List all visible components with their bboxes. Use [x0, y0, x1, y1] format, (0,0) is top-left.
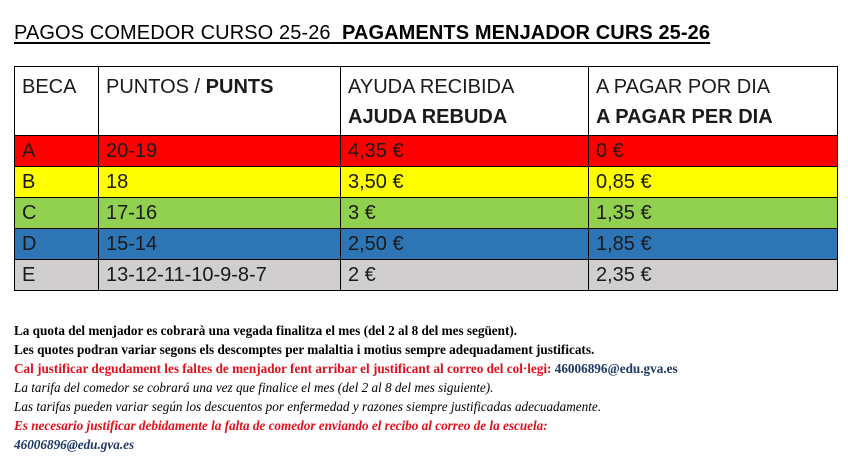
cell-pagar: 1,85 € [589, 229, 838, 260]
table-header-row [15, 67, 838, 136]
header-beca: BECA [15, 67, 99, 136]
title-spanish: PAGOS COMEDOR CURSO 25-26 [14, 22, 331, 44]
header-a-pagar: A PAGAR POR DIA A PAGAR PER DIA [589, 67, 838, 136]
cell-puntos: 20-19 [99, 136, 341, 167]
table-row [15, 260, 838, 291]
cell-beca: E [15, 260, 99, 291]
cell-beca: D [15, 229, 99, 260]
cell-pagar: 1,35 € [589, 198, 838, 229]
cell-beca: B [15, 167, 99, 198]
cell-ayuda: 2,50 € [341, 229, 589, 260]
cell-puntos: 15-14 [99, 229, 341, 260]
notes-block [14, 321, 842, 454]
title-catalan: PAGAMENTS MENJADOR CURS 25-26 [341, 22, 711, 44]
cell-ayuda: 3 € [341, 198, 589, 229]
note-es-3: Es necesario justificar debidamente la falta de comedor enviando el recibo al correo de la escuela: [14, 418, 548, 433]
fees-table [14, 66, 838, 291]
header-ayuda: AYUDA RECIBIDA AJUDA REBUDA [341, 67, 589, 136]
cell-beca: A [15, 136, 99, 167]
note-ca-2: Les quotes podran variar segons els descomptes per malaltia i motius sempre adequadament justificats. [14, 342, 595, 357]
cell-pagar: 2,35 € [589, 260, 838, 291]
note-ca-3: Cal justificar degudament les faltes de menjador fent arribar el justificant al correo del col·legi: [14, 361, 555, 376]
table-row [15, 229, 838, 260]
cell-pagar: 0,85 € [589, 167, 838, 198]
note-es-1: La tarifa del comedor se cobrará una vez que finalice el mes (del 2 al 8 del mes siguiente). [14, 380, 494, 395]
note-ca-1: La quota del menjador es cobrarà una vegada finalitza el mes (del 2 al 8 del mes següent). [14, 323, 518, 338]
cell-puntos: 17-16 [99, 198, 341, 229]
table-row [15, 136, 838, 167]
header-puntos: PUNTOS / PUNTS [99, 67, 341, 136]
cell-ayuda: 2 € [341, 260, 589, 291]
cell-beca: C [15, 198, 99, 229]
cell-ayuda: 3,50 € [341, 167, 589, 198]
email-link-2[interactable]: 46006896@edu.gva.es [14, 437, 135, 452]
page-title [14, 22, 710, 45]
table-row [15, 198, 838, 229]
cell-ayuda: 4,35 € [341, 136, 589, 167]
note-es-2: Las tarifas pueden variar según los descuentos por enfermedad y razones siempre justificadas adecuadamente. [14, 399, 602, 414]
table-row [15, 167, 838, 198]
cell-puntos: 13-12-11-10-9-8-7 [99, 260, 341, 291]
email-link[interactable]: 46006896@edu.gva.es [554, 361, 678, 376]
cell-pagar: 0 € [589, 136, 838, 167]
cell-puntos: 18 [99, 167, 341, 198]
